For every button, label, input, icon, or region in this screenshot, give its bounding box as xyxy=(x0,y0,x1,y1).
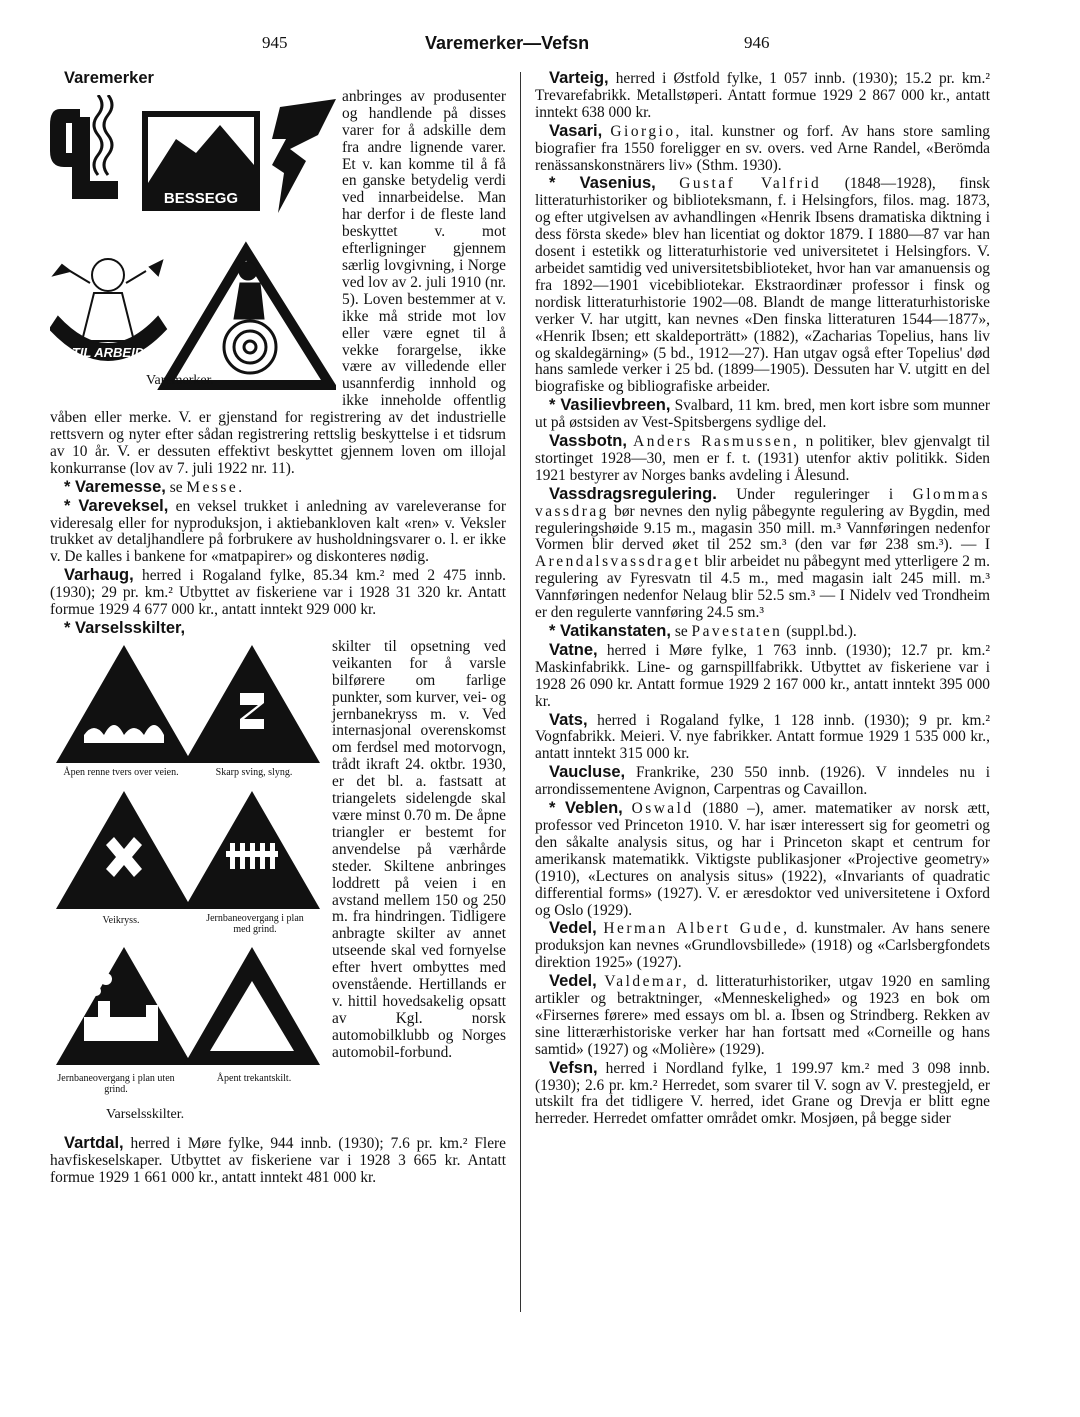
sign-caption-2: Skarp sving, slyng. xyxy=(215,766,293,778)
entry-vedel-herman: Vedel, Herman Albert Gude, d. kunstmaler. Av hans senere produksjon kan nevnes «Grundlovsbillede» (1918) og «Carlsbergfondets direktion 1925» (1927). xyxy=(535,919,990,972)
warning-signs-figure xyxy=(50,645,324,1133)
signs-caption: Varselsskilter. xyxy=(106,1106,185,1122)
entry-vasari: Vasari, Giorgio, ital. kunstner og forf. Av hans store samling biografier fra 1550 foreligger en sv. overs. ved Arne Randel, «Berömda renässanskonstnärers liv» (Sthm. 1930). xyxy=(535,121,990,174)
entry-vedel-valdemar: Vedel, Valdemar, d. litteraturhistoriker, utgav 1920 en samling artikler og betraktninger, «Menneskelighed» og 1923 en bok om «Firsernes førere» med essays om bl. a. Ibsen og Strindberg. Rekken av sine litterærhistoriske verker har han fortsatt med «Corneille og hans samtid» (1927) og «Molière» (1929). xyxy=(535,972,990,1058)
sign-caption-4: Jernbaneovergang i plan med grind. xyxy=(206,912,304,935)
cl-logo xyxy=(50,95,118,199)
running-header: Varemerker—Vefsn xyxy=(425,33,590,53)
entry-vatne: Vatne, herred i Møre fylke, 1 763 innb. (1930); 12.7 pr. km.² Maskinfabrikk. Line- og garnspillfabrikk. Utbyttet av fiskeriene var i 1928 26 090 kr. Antatt formue 1929 2 167 000 kr., antatt inntekt 395 000 kr. xyxy=(535,640,990,710)
entry-varemerker-body: anbringes av produsenter og handlende på disses varer for å adskille dem fra andre lignende varer. Et v. kan komme til å få en ganske betydelig verdi ved innarbeidelse. Man har derfor i de fleste land beskyttet v. mot efterligninger gjennem særlig lovgivning, i Norge ved lov av 2. juli 1910 (nr. 5). Loven bestemmer at v. ikke må stride mot lov eller være egnet til å vekke forargelse, ikke være av villedende eller usannferdig innhold og ikke inneholde offentlig våben eller merke. V. er gjenstand for registrering av det industrielle rettsvern og nyter efter sådan registrering rettslig beskyttelse i et tidsrum av 10 år. V. er dessuten effektivt beskyttet gjennem loven om illojal konkurranse (lov av 7. juli 1922 nr. 11). xyxy=(50,87,506,477)
trademark-caption: Varemerker. xyxy=(146,372,215,388)
entry-vartdal: Vartdal, herred i Møre fylke, 944 innb. (1930); 7.6 pr. km.² Flere havfiskeselskaper. Utbyttet av fiskeriene var i 1928 3 665 kr. Antatt formue 1929 1 661 000 kr., antatt inntekt 481 000 kr. xyxy=(50,1133,506,1186)
entry-vaucluse: Vaucluse, Frankrike, 230 550 innb. (1926). V inndeles nu i arrondissementene Avignon, Carpentras og Cavaillon. xyxy=(535,763,990,799)
entry-vats: Vats, herred i Rogaland fylke, 1 128 innb. (1930); 9 pr. km.² Vognfabrikk. Meieri. V. nye fabrikker. Antatt formue 1929 1 535 000 kr., antatt inntekt 315 000 kr. xyxy=(535,710,990,763)
entry-varselsskilter-body: skilter til opsetning ved veikanten for å varsle bilførere om farlige punkter, som kurver, vei- og jernbanekryss m. v. Ved internasjonal overenskomst om ferdsel med motorvogn, trådt ikraft 24. oktbr. 1930, er det bl. a. fastsatt at triangelets sidelengde skal være minst 0.70 m. De åpne triangler er bestemt for anvendelse på værhårde steder. Skiltene anbringes loddrett på veien i en avstand mellem 150 og 250 m. fra hindringen. Tidligere anbragte skilter av annet utseende skal ved fornyelse efter hvert ombyttes med ovenstående. Hertillands er v. hittil hovedsakelig opsatt av Kgl. norsk automobilklubb og Norges automobil-forbund. xyxy=(332,637,507,1061)
sign-caption-5: Jernbaneovergang i plan uten grind. xyxy=(57,1072,175,1095)
triangle-logo xyxy=(166,251,330,385)
entry-vatikanstaten: * Vatikanstaten, se Pavestaten (suppl.bd.). xyxy=(549,622,857,640)
bessegg-logo xyxy=(142,111,260,211)
til-arbeid-logo xyxy=(50,259,166,360)
entry-vareveksel: * Vareveksel, en veksel trukket i anledning av vareleveranse for videresalg eller for nyproduksjon, i aktiebankloven kalt «ren» v. Veksler trukket av detaljhandlere på forbrukere av husholdningsvarer o. l. er ikke v. De kalles i bankene for «matpapirer» og diskonteres nødig. xyxy=(50,496,506,566)
warning-signs-image xyxy=(50,645,324,1133)
bessegg-text: BESSEGG xyxy=(163,189,239,207)
entry-vasenius: * Vasenius, Gustaf Valfrid (1848—1928), finsk litteraturhistoriker og biblioteksmann, f. i Helsingfors, filos. mag. 1873, og efter utgivelsen av avhandlingen «Henrik Ibsens dramatiska diktning i dess första skede» blev han licentiat og doktor 1879. I 1880—87 var han dosent i estetikk og litteraturhistorie ved universitetet i Helsingfors. V. arbeidet samtidig ved universitetsbiblioteket, hvor han var amanuensis og fra 1892—1901 vicebibliotekar. Ekstraordinær professor i finsk og nordisk litteraturhistorie 1902—08. Blandt de mange litteraturhistoriske verker V. har utgitt, kan nevnes «Den finska litteraturen 1544—1877», «Henrik Ibsen; ett skaldeporträtt» (1882), «Zacharias Topelius, hans liv og skaldegärning» (5 bd., 1912—27). Han utgav også efter Topelius' død hans samlede verker i 25 bd. (1899—1905). Dessuten har V. utgitt en del biografiske og bibliografiske arbeider. xyxy=(535,174,991,396)
entry-vasilievbreen: * Vasilievbreen, Svalbard, 11 km. bred, men kort isbre som munner ut på østsiden av Vest-Spitsbergens sydlige del. xyxy=(535,396,991,432)
left-column xyxy=(50,70,506,1188)
trademark-logos-image xyxy=(50,95,336,393)
right-column xyxy=(535,70,990,1129)
column-divider xyxy=(520,72,521,1312)
headword: Varemerker xyxy=(64,69,154,87)
sign-caption-6: Åpent trekantskilt. xyxy=(216,1072,292,1084)
sign-caption-3: Veikryss. xyxy=(102,914,140,926)
entry-varteig: Varteig, herred i Østfold fylke, 1 057 innb. (1930); 15.2 pr. km.² Trevarefabrikk. Metallstøperi. Antatt formue 1929 2 867 000 kr., antatt inntekt 638 000 kr. xyxy=(535,69,990,121)
entry-vassdragsregulering: Vassdragsregulering. Under reguleringer i Glommas vassdrag bør nevnes den nylig påbegynte regulering av Bygdin, med reguleringshøide 9.15 m., magasin 350 mill. m.³ Vannføringen nedenfor Vormen blir derved øket til 252 sm.³ (den var før 238 sm.³). — I Arendalsvassdraget blir arbeidet nu påbegynt med ytterligere 2 m. regulering av Fyresvatn til 4.5 m., med magasin ialt 245 mill. m.³ Vannføringen nedenfor Nelaug blir 52.5 sm.³ — I Nidelv ved Trondheim er den regulerte vannføring 24.5 sm.³ xyxy=(535,484,990,622)
trademark-figure xyxy=(50,95,336,393)
entry-veblen: * Veblen, Oswald (1880 –), amer. matematiker av norsk ætt, professor ved Princeton 1910. V. har især interessert sig for geometri og den såkalte analysis situs, og har i Princeton skapt et centrum for amerikansk matematikk. Viktigste publikasjoner «Projective geometry» (1910), «Lectures on analysis situs» (1922), «Invariants of quadratic differential forms» (1927). V. er æresdoktor ved universitetene i Oxford og Oslo (1929). xyxy=(535,799,991,919)
page-number-left: 945 xyxy=(262,33,288,52)
entry-varemerker-intro xyxy=(50,70,506,88)
til-arbeid-text: TIL ARBEID xyxy=(71,344,145,360)
entry-varemesse: * Varemesse, se Messe. xyxy=(64,477,245,496)
wing-logo xyxy=(272,99,336,213)
entry-varhaug: Varhaug, herred i Rogaland fylke, 85.34 km.² med 2 475 innb. (1930); 29 pr. km.² Utbyttet av fiskeriene var i 1928 31 320 kr. Antatt formue 1929 4 677 000 kr., antatt inntekt 929 000 kr. xyxy=(50,566,506,619)
entry-vassbotn: Vassbotn, Anders Rasmussen, n politiker, blev gjenvalgt til stortinget 1928—30, men er f. t. (1931) utenfor aktiv politikk. Siden 1921 bestyrer av Norges banks avdeling i Ålesund. xyxy=(535,432,990,484)
entry-vefsn: Vefsn, herred i Nordland fylke, 1 199.97 km.² med 3 098 innb. (1930); 2.6 pr. km.² Herredet, som svarer til V. sogn av V. prestegjeld, er utskilt fra det tidligere V. herred, idet Grane og Drevja er blitt egne herreder. Herredet omfatter området omkr. Mosjøen, på begge sider xyxy=(535,1058,990,1128)
sign-caption-1: Åpen renne tvers over veien. xyxy=(63,766,179,778)
page-number-right: 946 xyxy=(744,33,770,52)
entry-varselsskilter-head: * Varselsskilter, xyxy=(64,619,186,637)
